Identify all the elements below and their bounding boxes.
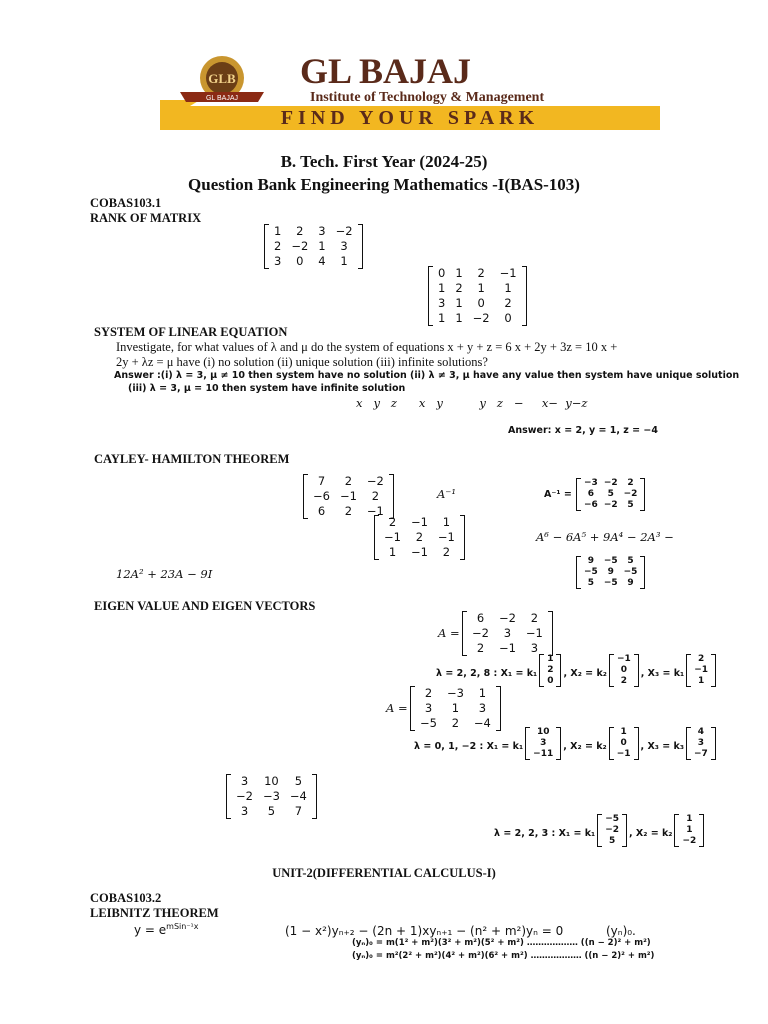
matrix-row <box>231 789 312 804</box>
matrix-cell: 3 <box>503 626 512 640</box>
matrix-cell: 10 <box>536 727 550 737</box>
matrix-row <box>691 654 711 665</box>
matrix-row <box>614 727 634 738</box>
matrix-cell: 1 <box>318 239 326 253</box>
eigen-answer-3 <box>494 814 704 852</box>
inverse-label: A⁻¹ <box>437 487 456 501</box>
matrix-table <box>544 654 556 687</box>
matrix-row <box>530 749 556 760</box>
eigen-answer-2-v1 <box>525 727 561 765</box>
matrix-row <box>581 489 640 500</box>
matrix-cell: 0 <box>620 665 627 675</box>
matrix-cell: −3 <box>262 789 280 803</box>
matrix-row <box>602 814 622 825</box>
matrix-row <box>379 515 460 530</box>
matrix-table <box>379 515 460 560</box>
matrix-row <box>691 749 711 760</box>
matrix-cell: −5 <box>603 556 618 566</box>
matrix-cell: −2 <box>682 836 697 846</box>
matrix-cell: −2 <box>472 311 490 325</box>
matrix-row <box>581 578 640 589</box>
matrix-brackets <box>576 478 645 511</box>
matrix-cell: −2 <box>623 489 638 499</box>
matrix-cell: 10 <box>264 774 279 788</box>
matrix-row <box>581 500 640 511</box>
section-heading-cayley: CAYLEY- HAMILTON THEOREM <box>94 452 290 466</box>
matrix-cell: 2 <box>504 296 512 310</box>
matrix-cell: 1 <box>442 515 451 529</box>
matrix-cell: 3 <box>274 254 282 268</box>
matrix-cell: 2 <box>620 676 627 686</box>
unit-2-title: UNIT-2(DIFFERENTIAL CALCULUS-I) <box>272 866 496 880</box>
matrix-cell: −1 <box>384 530 401 544</box>
matrix-table <box>530 727 556 760</box>
matrix-cell: −1 <box>525 626 543 640</box>
matrix-table <box>614 727 634 760</box>
matrix-cell: 2 <box>530 611 539 625</box>
institute-logo <box>160 52 660 132</box>
matrix-row <box>544 665 556 676</box>
matrix-cell: 5 <box>627 556 634 566</box>
matrix-cell: 2 <box>627 478 634 488</box>
matrix-cell: −2 <box>366 474 384 488</box>
matrix-cell: 0 <box>438 266 446 280</box>
matrix-row <box>467 626 548 641</box>
matrix-cell: 9 <box>627 578 634 588</box>
matrix-row <box>308 489 389 504</box>
matrix-row <box>308 474 389 489</box>
matrix-row <box>614 738 634 749</box>
matrix-row <box>614 665 634 676</box>
matrix-right-bracket <box>460 515 465 560</box>
matrix-cell: 2 <box>296 224 304 238</box>
matrix-table <box>433 266 522 326</box>
matrix-row <box>614 654 634 665</box>
matrix-cell: 1 <box>504 281 512 295</box>
matrix-cell: 3 <box>240 774 249 788</box>
matrix-cell: 3 <box>438 296 446 310</box>
matrix-row <box>691 727 711 738</box>
matrix-row <box>530 738 556 749</box>
rank-matrix-1 <box>264 224 363 274</box>
section-heading-eigen: EIGEN VALUE AND EIGEN VECTORS <box>94 599 316 613</box>
brand-name: GL BAJAJ <box>300 52 472 91</box>
leibnitz-yn0: (yₙ)₀. <box>606 924 636 938</box>
matrix-cell: 9 <box>607 567 614 577</box>
matrix-cell: 6 <box>587 489 595 499</box>
matrix-row <box>433 266 522 281</box>
matrix-table <box>614 654 634 687</box>
matrix-cell: 1 <box>697 676 705 686</box>
matrix-row <box>544 676 556 687</box>
matrix-cell: 3 <box>240 804 249 818</box>
matrix-brackets <box>539 654 561 687</box>
matrix-cell: −1 <box>410 545 428 559</box>
matrix-cell: 3 <box>530 641 539 655</box>
matrix-cell: −11 <box>533 749 554 759</box>
matrix-right-bracket <box>622 814 627 847</box>
matrix-right-bracket <box>389 474 394 519</box>
matrix-cell: −5 <box>605 814 620 824</box>
matrix-right-bracket <box>711 727 716 760</box>
matrix-cell: −6 <box>584 500 598 510</box>
matrix-cell: −2 <box>291 239 309 253</box>
matrix-brackets <box>264 224 363 269</box>
linear-equation-fragment: x y z x y y z − x− y−z <box>356 396 588 410</box>
matrix-right-bracket <box>634 727 639 760</box>
eigen-answer-2-x2: , X₂ = k₂ <box>563 740 607 752</box>
matrix-brackets <box>428 266 527 326</box>
matrix-table <box>231 774 312 819</box>
matrix-cell: 1 <box>547 654 554 664</box>
matrix-cell: 3 <box>340 239 348 253</box>
matrix-cell: 1 <box>274 224 282 238</box>
matrix-right-bracket <box>634 654 639 687</box>
matrix-row <box>581 567 640 578</box>
inverse-matrix <box>576 478 645 516</box>
matrix-right-bracket <box>522 266 527 326</box>
matrix-table <box>467 611 548 656</box>
matrix-brackets <box>609 727 639 760</box>
matrix-right-bracket <box>711 654 716 687</box>
matrix-cell: 0 <box>504 311 512 325</box>
matrix-row <box>415 701 496 716</box>
matrix-cell: −5 <box>584 567 598 577</box>
eigen-answer-1-v2 <box>609 654 639 692</box>
leibnitz-differential-equation: (1 − x²)yₙ₊₂ − (2n + 1)xyₙ₊₁ − (n² + m²)yₙ = 0 <box>285 924 564 938</box>
brand-subtitle: Institute of Technology & Management <box>310 90 545 105</box>
matrix-right-bracket <box>699 814 704 847</box>
matrix-cell: 0 <box>296 254 304 268</box>
matrix-cell: 1 <box>388 545 397 559</box>
matrix-cell: −2 <box>603 500 618 510</box>
matrix-right-bracket <box>640 478 645 511</box>
matrix-cell: 3 <box>318 224 326 238</box>
matrix-cell: −1 <box>366 504 384 518</box>
matrix-row <box>679 825 699 836</box>
matrix-cell: 3 <box>424 701 433 715</box>
matrix-cell: 0 <box>547 676 554 686</box>
course-outcome-code-2: COBAS103.2 <box>90 891 162 905</box>
matrix-right-bracket <box>548 611 553 656</box>
eigen-a2-label: A = <box>386 701 408 715</box>
matrix-cell: 1 <box>478 686 487 700</box>
matrix-row <box>433 281 522 296</box>
matrix-row <box>467 611 548 626</box>
matrix-cell: 4 <box>318 254 326 268</box>
matrix-row <box>614 676 634 687</box>
matrix-cell: 1 <box>477 281 485 295</box>
matrix-brackets <box>609 654 639 687</box>
matrix-cell: 2 <box>415 530 424 544</box>
matrix-row <box>269 224 358 239</box>
matrix-cell: 1 <box>686 825 693 835</box>
cayley-matrix-2 <box>374 515 465 565</box>
matrix-row <box>581 478 640 489</box>
matrix-cell: 5 <box>627 500 634 510</box>
matrix-row <box>530 727 556 738</box>
matrix-table <box>581 478 640 511</box>
matrix-cell: 0 <box>477 296 485 310</box>
matrix-cell: 2 <box>371 489 380 503</box>
matrix-cell: 1 <box>620 727 627 737</box>
matrix-row <box>691 676 711 687</box>
polynomial-part2: 12A² + 23A − 9I <box>116 567 213 581</box>
matrix-brackets <box>462 611 553 656</box>
matrix-cell: 6 <box>317 504 326 518</box>
eigen-answer-1-v3 <box>686 654 716 692</box>
logo-graphic <box>160 52 660 132</box>
matrix-cell: 1 <box>340 254 348 268</box>
matrix-row <box>691 665 711 676</box>
matrix-cell: 2 <box>442 545 451 559</box>
matrix-table <box>679 814 699 847</box>
matrix-cell: −2 <box>335 224 353 238</box>
matrix-cell: 1 <box>451 701 460 715</box>
matrix-cell: 0 <box>620 738 627 748</box>
matrix-cell: 1 <box>686 814 693 824</box>
matrix-right-bracket <box>556 727 561 760</box>
matrix-row <box>415 686 496 701</box>
matrix-cell: −2 <box>605 825 620 835</box>
linear-question-line1: Investigate, for what values of λ and μ do the system of equations x + y + z = 6 x + 2y + 3z = 10 x + <box>116 340 618 354</box>
matrix-cell: −2 <box>236 789 253 803</box>
matrix-brackets <box>226 774 317 819</box>
matrix-row <box>679 814 699 825</box>
matrix-row <box>602 825 622 836</box>
eigen-answer-2-v3 <box>686 727 716 765</box>
matrix-row <box>379 545 460 560</box>
matrix-cell: 9 <box>587 556 595 566</box>
linear-answer-line2: (iii) λ = 3, μ = 10 then system have infinite solution <box>128 383 406 394</box>
matrix-cell: 3 <box>697 738 705 748</box>
eigen-answer-1-x3: , X₃ = k₁ <box>640 667 685 679</box>
matrix-cell: −4 <box>473 716 491 730</box>
emblem-text: GLB <box>208 71 236 86</box>
matrix-brackets <box>674 814 704 847</box>
eigen-answer-3-x2: , X₂ = k₂ <box>629 827 673 839</box>
eigen-matrix-3 <box>226 774 317 824</box>
document-subtitle: Question Bank Engineering Mathematics -I(BAS-103) <box>188 175 580 194</box>
section-heading-linear: SYSTEM OF LINEAR EQUATION <box>94 325 288 339</box>
matrix-cell: −1 <box>410 515 428 529</box>
matrix-cell: 2 <box>424 686 433 700</box>
matrix-cell: 4 <box>697 727 705 737</box>
matrix-brackets <box>686 654 716 687</box>
matrix-right-bracket <box>358 224 363 269</box>
matrix-cell: 2 <box>476 641 485 655</box>
matrix-row <box>602 836 622 847</box>
matrix-right-bracket <box>556 654 561 687</box>
matrix-table <box>415 686 496 731</box>
matrix-cell: 2 <box>344 504 353 518</box>
matrix-brackets <box>303 474 394 519</box>
eigen-answer-2-v2 <box>609 727 639 765</box>
matrix-cell: 2 <box>274 239 282 253</box>
matrix-cell: 2 <box>388 515 397 529</box>
matrix-cell: −5 <box>420 716 437 730</box>
brand-tagline: FIND YOUR SPARK <box>280 107 540 129</box>
matrix-cell: 5 <box>294 774 303 788</box>
matrix-cell: −1 <box>499 266 517 280</box>
matrix-cell: 1 <box>455 311 463 325</box>
matrix-cell: −1 <box>694 665 709 675</box>
matrix-cell: −1 <box>437 530 455 544</box>
matrix-row <box>269 254 358 269</box>
matrix-table <box>691 727 711 760</box>
matrix-cell: 6 <box>476 611 485 625</box>
matrix-cell: 1 <box>438 311 446 325</box>
section-heading-rank: RANK OF MATRIX <box>90 211 202 225</box>
matrix-cell: −2 <box>498 611 516 625</box>
matrix-cell: 2 <box>455 281 463 295</box>
matrix-cell: 3 <box>540 738 547 748</box>
matrix-row <box>691 738 711 749</box>
matrix-right-bracket <box>312 774 317 819</box>
matrix-right-bracket <box>640 556 645 589</box>
matrix-cell: 5 <box>608 836 616 846</box>
section-heading-leibnitz: LEIBNITZ THEOREM <box>90 906 219 920</box>
matrix-cell: −5 <box>623 567 638 577</box>
leibnitz-y-equation <box>134 922 199 937</box>
eigen-answer-3-v2 <box>674 814 704 852</box>
matrix-cell: 7 <box>317 474 326 488</box>
matrix-cell: 5 <box>607 489 614 499</box>
matrix-table <box>308 474 389 519</box>
eigen-a1-label: A = <box>438 626 460 640</box>
matrix-table <box>581 556 640 589</box>
matrix-table <box>691 654 711 687</box>
matrix-table <box>602 814 622 847</box>
matrix-cell: −6 <box>313 489 330 503</box>
document-title: B. Tech. First Year (2024-25) <box>280 152 488 171</box>
matrix-cell: −5 <box>603 578 618 588</box>
matrix-cell: 1 <box>455 296 463 310</box>
leibnitz-y-exponent: mSin⁻¹x <box>166 922 199 931</box>
matrix-cell: 2 <box>477 266 485 280</box>
matrix-cell: −1 <box>339 489 357 503</box>
cayley-matrix-3 <box>576 556 645 594</box>
eigen-answer-2-x3: , X₃ = k₃ <box>640 740 684 752</box>
matrix-row <box>614 749 634 760</box>
matrix-cell: −3 <box>446 686 464 700</box>
matrix-cell: −1 <box>616 654 631 664</box>
matrix-cell: −1 <box>498 641 516 655</box>
matrix-cell: −2 <box>472 626 489 640</box>
matrix-row <box>581 556 640 567</box>
matrix-cell: −1 <box>616 749 631 759</box>
matrix-cell: 5 <box>587 578 595 588</box>
matrix-row <box>231 804 312 819</box>
matrix-cell: −3 <box>584 478 598 488</box>
polynomial-part1: A⁶ − 6A⁵ + 9A⁴ − 2A³ − <box>536 530 674 544</box>
eigen-answer-2-lambda: λ = 0, 1, −2 : X₁ = k₁ <box>414 740 524 752</box>
rank-matrix-2 <box>428 266 527 331</box>
matrix-cell: 1 <box>438 281 446 295</box>
matrix-cell: −2 <box>603 478 618 488</box>
emblem-ribbon: GL BAJAJ <box>205 95 239 102</box>
matrix-brackets <box>374 515 465 560</box>
leibnitz-answer-1: (yₙ)₀ = m(1² + m²)(3² + m²)(5² + m²) ……………… ((n − 2)² + m²) <box>352 938 651 948</box>
leibnitz-y-base: y = e <box>134 923 167 937</box>
matrix-brackets <box>597 814 627 847</box>
matrix-brackets <box>686 727 716 760</box>
eigen-answer-1-v1 <box>539 654 561 692</box>
matrix-row <box>379 530 460 545</box>
matrix-right-bracket <box>496 686 501 731</box>
matrix-row <box>433 311 522 326</box>
matrix-cell: 2 <box>697 654 705 664</box>
matrix-cell: 3 <box>478 701 487 715</box>
matrix-row <box>269 239 358 254</box>
linear-answer-values: Answer: x = 2, y = 1, z = −4 <box>508 425 658 436</box>
matrix-row <box>231 774 312 789</box>
matrix-brackets <box>576 556 645 589</box>
matrix-cell: 2 <box>344 474 353 488</box>
matrix-cell: −7 <box>694 749 708 759</box>
matrix-row <box>679 836 699 847</box>
matrix-brackets <box>410 686 501 731</box>
linear-answer-line1: Answer :(i) λ = 3, μ ≠ 10 then system have no solution (ii) λ ≠ 3, μ have any value then system have unique solution <box>114 370 740 381</box>
matrix-row <box>433 296 522 311</box>
eigen-answer-3-v1 <box>597 814 627 852</box>
matrix-row <box>544 654 556 665</box>
eigen-answer-1-x2: , X₂ = k₂ <box>563 667 607 679</box>
eigen-answer-1-lambda: λ = 2, 2, 8 : X₁ = k₁ <box>436 667 538 679</box>
inverse-equals: A⁻¹ = <box>544 489 572 500</box>
course-outcome-code-1: COBAS103.1 <box>90 196 162 210</box>
eigen-answer-2 <box>414 727 716 765</box>
matrix-cell: −4 <box>289 789 307 803</box>
matrix-cell: 7 <box>294 804 303 818</box>
matrix-cell: 2 <box>451 716 460 730</box>
matrix-brackets <box>525 727 561 760</box>
matrix-table <box>269 224 358 269</box>
matrix-cell: 1 <box>455 266 463 280</box>
leibnitz-answer-2: (yₙ)₀ = m²(2² + m²)(4² + m²)(6² + m²) ……………… ((n − 2)² + m²) <box>352 951 655 961</box>
matrix-cell: 5 <box>267 804 276 818</box>
eigen-answer-3-lambda: λ = 2, 2, 3 : X₁ = k₁ <box>494 827 596 839</box>
matrix-cell: 2 <box>547 665 554 675</box>
linear-question-line2: 2y + λz = μ have (i) no solution (ii) unique solution (iii) infinite solutions? <box>116 355 488 369</box>
